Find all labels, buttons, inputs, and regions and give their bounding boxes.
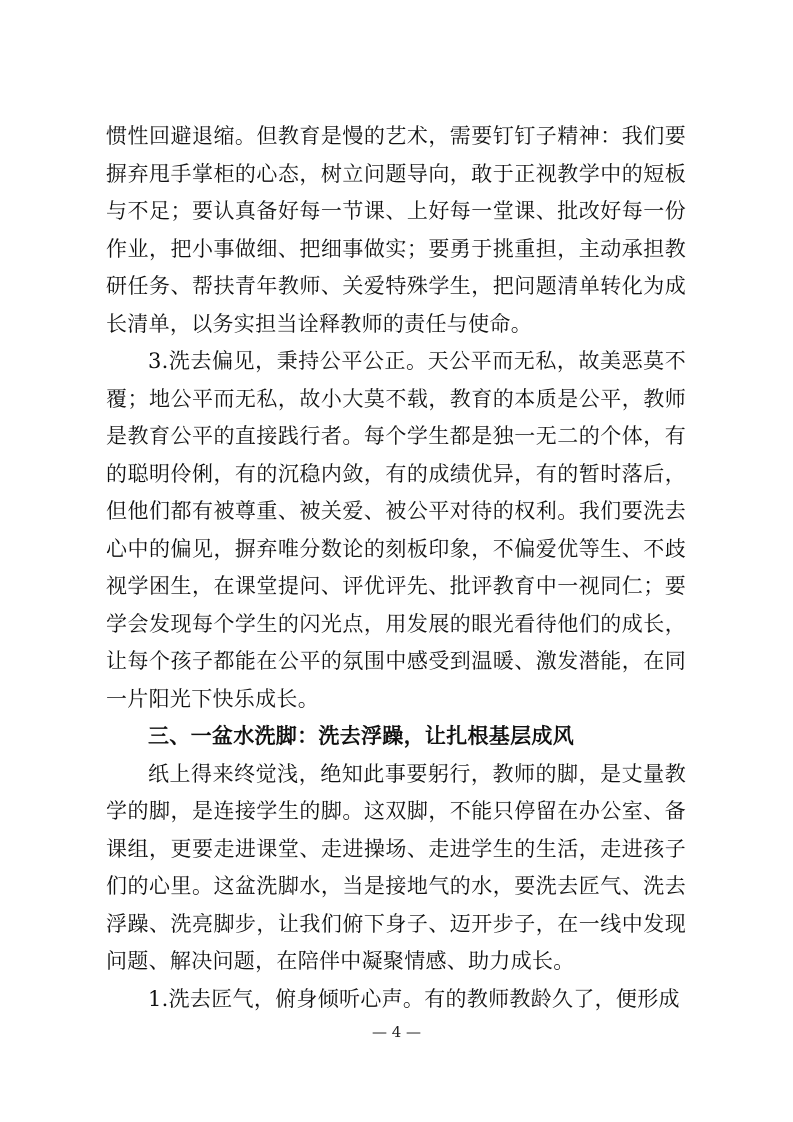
body-paragraph-section-intro: 纸上得来终觉浅，绝知此事要躬行，教师的脚，是丈量教学的脚，是连接学生的脚。这双脚，不能只停留在办公室、备课组，更要走进课堂、走进操场、走进学生的生活，走进孩子们的心里。这盆洗脚水，当是接地气的水，要洗去匠气、洗去浮躁、洗亮脚步，让我们俯下身子、迈开步子，在一线中发现问题、解决问题，在陪伴中凝聚情感、助力成长。 — [106, 761, 686, 973]
section-heading-three: 三、一盆水洗脚：洗去浮躁，让扎根基层成风 — [148, 724, 574, 748]
page-number: — 4 — — [371, 1023, 422, 1041]
body-paragraph-point-3: 3.洗去偏见，秉持公平公正。天公平而无私，故美恶莫不覆；地公平而无私，故小大莫不载，教育的本质是公平，教师是教育公平的直接践行者。每个学生都是独一无二的个体，有的聪明伶俐，有的沉稳内敛，有的成绩优异，有的暂时落后，但他们都有被尊重、被关爱、被公平对待的权利。我们要洗去心中的偏见，摒弃唯分数论的刻板印象，不偏爱优等生、不歧视学困生，在课堂提问、评优评先、批评教育中一视同仁；要学会发现每个学生的闪光点，用发展的眼光看待他们的成长，让每个孩子都能在公平的氛围中感受到温暖、激发潜能，在同一片阳光下快乐成长。 — [106, 349, 686, 711]
body-paragraph-point-1: 1.洗去匠气，俯身倾听心声。有的教师教龄久了，便形成 — [148, 986, 680, 1011]
body-paragraph-continuation: 惯性回避退缩。但教育是慢的艺术，需要钉钉子精神：我们要摒弃甩手掌柜的心态，树立问题导向，敢于正视教学中的短板与不足；要认真备好每一节课、上好每一堂课、批改好每一份作业，把小事做细、把细事做实；要勇于挑重担，主动承担教研任务、帮扶青年教师、关爱特殊学生，把问题清单转化为成长清单，以务实担当诠释教师的责任与使命。 — [106, 124, 686, 336]
document-page — [106, 118, 686, 1018]
